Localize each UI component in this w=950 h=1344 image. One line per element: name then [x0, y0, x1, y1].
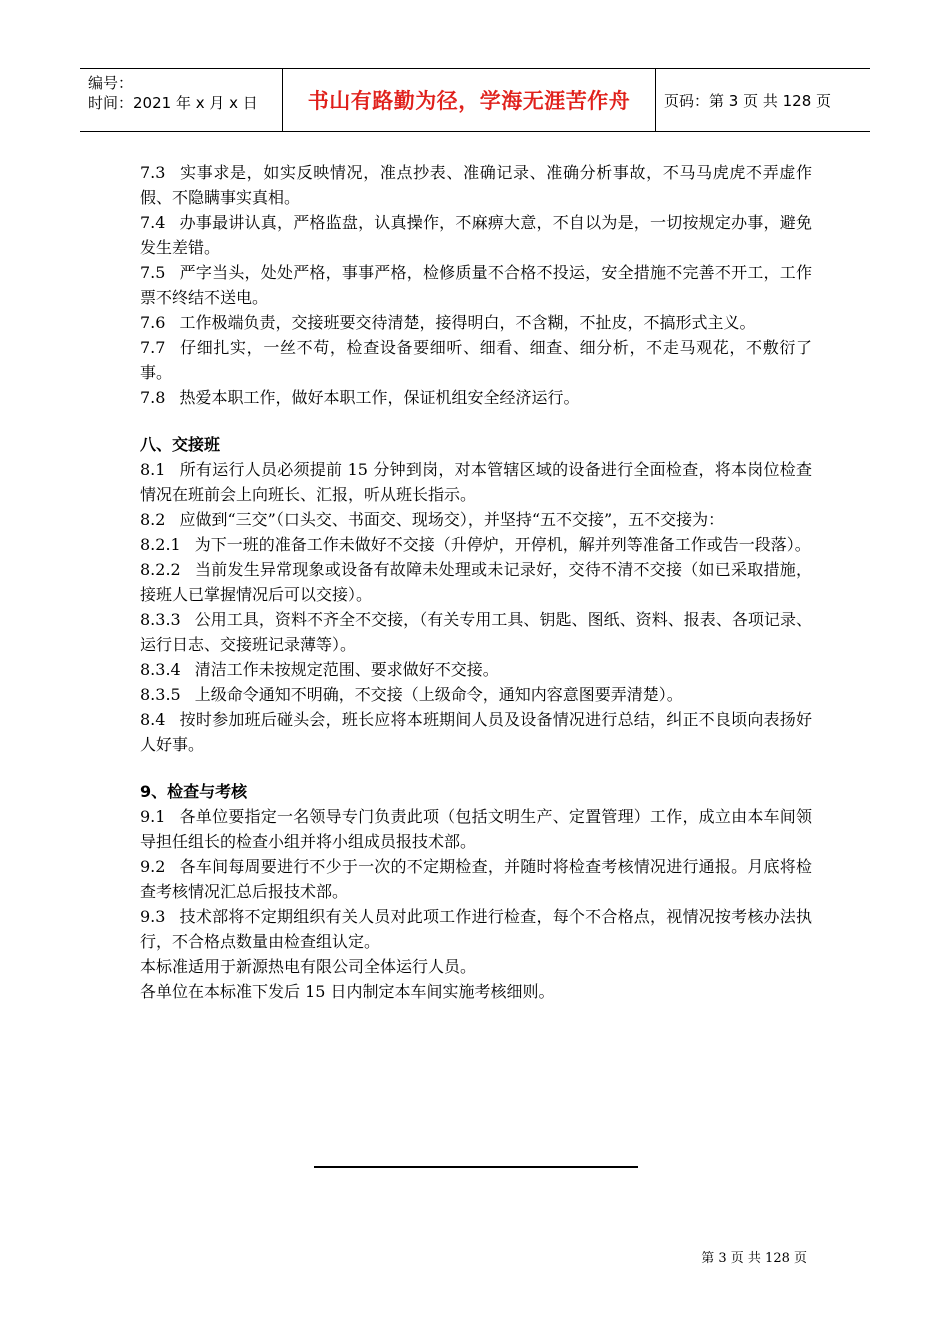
list-item: 9.2 各车间每周要进行不少于一次的不定期检查，并随时将检查考核情况进行通报。月底将检查考核情况汇总后报技术部。 — [140, 857, 812, 901]
list-item: 7.8 热爱本职工作，做好本职工作，保证机组安全经济运行。 — [140, 388, 580, 407]
list-item: 9.3 技术部将不定期组织有关人员对此项工作进行检查，每个不合格点，视情况按考核办法执行，不合格点数量由检查组认定。 — [140, 907, 812, 951]
date-line: 时间：2021 年 x 月 x 日 — [88, 94, 258, 112]
header-meta — [80, 69, 282, 131]
closing-statement: 本标准适用于新源热电有限公司全体运行人员。 — [140, 957, 477, 976]
page-info-text: 页码：第 3 页 共 128 页 — [664, 91, 832, 110]
list-item: 8.2 应做到“三交”（口头交、书面交、现场交），并坚持“五不交接”，五不交接为： — [140, 510, 725, 529]
list-item: 8.4 按时参加班后碰头会，班长应将本班期间人员及设备情况进行总结，纠正不良顷向表扬好人好事。 — [140, 710, 812, 754]
doc-number-label: 编号： — [88, 74, 134, 92]
footer-page-number: 第 3 页 共 128 页 — [701, 1251, 807, 1266]
section-9-items — [140, 804, 812, 954]
page-header — [80, 68, 870, 132]
header-motto-cell — [282, 69, 656, 131]
list-item: 7.4 办事最讲认真，严格监盘，认真操作，不麻痹大意，不自以为是，一切按规定办事，避免发生差错。 — [140, 213, 812, 257]
list-item: 8.3.4 清洁工作未按规定范围、要求做好不交接。 — [140, 660, 499, 679]
list-item: 8.3.3 公用工具，资料不齐全不交接，（有关专用工具、钥匙、图纸、资料、报表、各项记录、运行日志、交接班记录薄等）。 — [140, 610, 812, 654]
document-body — [140, 160, 812, 1004]
section-7-items — [140, 160, 812, 410]
section-8-title: 八、交接班 — [140, 435, 221, 454]
list-item: 7.3 实事求是，如实反映情况，准点抄表、准确记录、准确分析事故，不马马虎虎不弄虚作假、不隐瞒事实真相。 — [140, 163, 812, 207]
list-item: 9.1 各单位要指定一名领导专门负责此项（包括文明生产、定置管理）工作，成立由本车间领导担任组长的检查小组并将小组成员报技术部。 — [140, 807, 812, 851]
page-footer — [701, 1247, 807, 1266]
list-item: 8.1 所有运行人员必须提前 15 分钟到岗，对本管辖区域的设备进行全面检查，将本岗位检查情况在班前会上向班长、汇报，听从班长指示。 — [140, 460, 812, 504]
list-item: 7.5 严字当头，处处严格，事事严格，检修质量不合格不投运，安全措施不完善不开工，工作票不终结不送电。 — [140, 263, 812, 307]
list-item: 8.2.2 当前发生异常现象或设备有故障未处理或未记录好，交待不清不交接（如已采取措施，接班人已掌握情况后可以交接）。 — [140, 560, 812, 604]
motto-text: 书山有路勤为径，学海无涯苦作舟 — [307, 89, 631, 113]
closing-statement: 各单位在本标准下发后 15 日内制定本车间实施考核细则。 — [140, 982, 555, 1001]
header-page-info — [656, 69, 870, 131]
list-item: 8.3.5 上级命令通知不明确，不交接（上级命令，通知内容意图要弄清楚）。 — [140, 685, 683, 704]
section-8-items — [140, 457, 812, 757]
bottom-divider — [314, 1166, 638, 1168]
list-item: 7.7 仔细扎实，一丝不苟，检查设备要细听、细看、细查、细分析，不走马观花，不敷衍了事。 — [140, 338, 812, 382]
list-item: 8.2.1 为下一班的准备工作未做好不交接（升停炉，开停机，解并列等准备工作或告一段落）。 — [140, 535, 811, 554]
list-item: 7.6 工作极端负责，交接班要交待清楚，接得明白，不含糊，不扯皮，不搞形式主义。 — [140, 313, 756, 332]
section-9-title: 9、检查与考核 — [140, 782, 248, 801]
